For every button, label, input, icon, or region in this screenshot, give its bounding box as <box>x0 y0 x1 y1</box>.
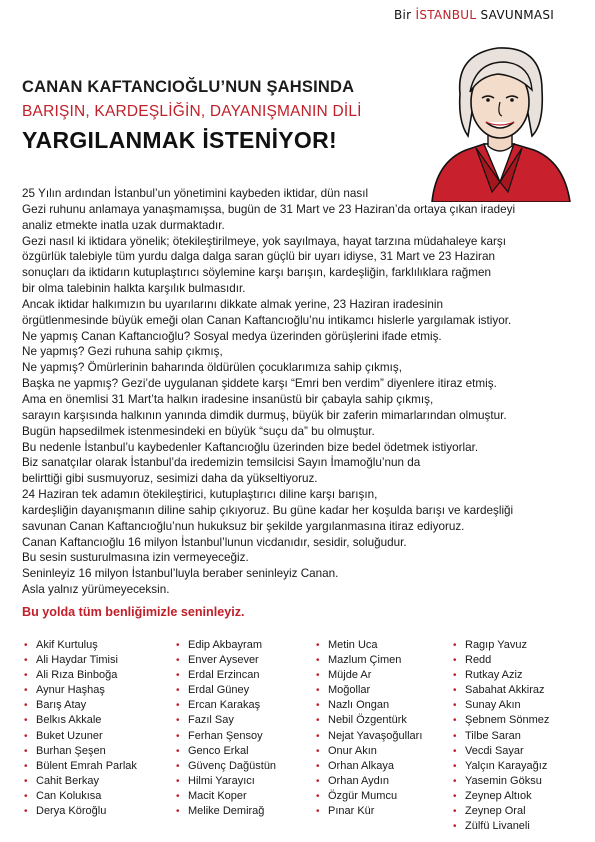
signatory-name: • Mazlum Çimen <box>316 653 422 668</box>
closing-line: Bu yolda tüm benliğimizle seninleyiz. <box>22 605 245 619</box>
signatories-column <box>453 638 549 834</box>
signatory-name: • Burhan Şeşen <box>24 744 137 759</box>
body-line: 24 Haziran tek adamın ötekileştirici, kutuplaştırıcı diline karşı barışın, <box>22 488 378 502</box>
signatory-name: • Tilbe Saran <box>453 729 549 744</box>
signatory-name: • Edip Akbayram <box>176 638 276 653</box>
signatory-name: • Onur Akın <box>316 744 422 759</box>
signatory-name: • Akif Kurtuluş <box>24 638 137 653</box>
signatory-name: • Belkıs Akkale <box>24 713 137 728</box>
signatories-column <box>176 638 276 819</box>
body-line: Ama en önemlisi 31 Mart’ta halkın iradesine insanüstü bir çabayla sahip çıkmış, <box>22 392 434 406</box>
signatory-name: • Nazlı Ongan <box>316 698 422 713</box>
body-line: Ne yapmış Canan Kaftancıoğlu? Sosyal medya üzerinden görüşlerini ifade etmiş. <box>22 329 442 343</box>
signatory-name: • Fazıl Say <box>176 713 276 728</box>
signatory-name: • Melike Demirağ <box>176 804 276 819</box>
signatory-name: • Nejat Yavaşoğulları <box>316 729 422 744</box>
signatory-name: • Şebnem Sönmez <box>453 713 549 728</box>
signatory-name: • Yasemin Göksu <box>453 774 549 789</box>
signatory-name: • Erdal Erzincan <box>176 668 276 683</box>
body-line: Gezi nasıl ki iktidara yönelik; ötekileştirilmeye, yok sayılmaya, hayat tarzına müdahaleye karşı <box>22 234 506 248</box>
woman-portrait-icon <box>414 32 584 202</box>
signatory-name: • Müjde Ar <box>316 668 422 683</box>
signatory-name: • Özgür Mumcu <box>316 789 422 804</box>
body-line: Ne yapmış? Ömürlerinin baharında öldürülen çocuklarımıza sahip çıkmış, <box>22 361 403 375</box>
body-line: belirttiği gibi susmuyoruz, sesimizi daha da yükseltiyoruz. <box>22 472 318 486</box>
signatory-name: • Hilmi Yarayıcı <box>176 774 276 789</box>
brand-prefix: Bir <box>394 8 416 22</box>
body-line: Başka ne yapmış? Gezi’de uygulanan şiddete karşı “Emri ben verdim” diyenlere itiraz etmiş. <box>22 377 497 391</box>
body-line: 25 Yılın ardından İstanbul’un yönetimini kaybeden iktidar, dün nasıl <box>22 187 369 200</box>
body-line: özgürlük talebiyle tüm yurdu dalga dalga saran güçlü bir uyarı idiyse, 31 Mart ve 23 Haziran <box>22 250 495 264</box>
signatory-name: • Macit Koper <box>176 789 276 804</box>
signatory-name: • Zeynep Altıok <box>453 789 549 804</box>
signatory-name: • Derya Köroğlu <box>24 804 137 819</box>
signatory-name: • Ragıp Yavuz <box>453 638 549 653</box>
body-line: Biz sanatçılar olarak İstanbul’da iredemizin temsilcisi Sayın İmamoğlu’nun da <box>22 456 421 470</box>
signatory-name: • Enver Aysever <box>176 653 276 668</box>
signatory-name: • Can Kolukısa <box>24 789 137 804</box>
signatory-name: • Ali Haydar Timisi <box>24 653 137 668</box>
signatory-name: • Sunay Akın <box>453 698 549 713</box>
signatory-name: • Ercan Karakaş <box>176 698 276 713</box>
signatory-name: • Nebil Özgentürk <box>316 713 422 728</box>
statement-body <box>22 186 582 598</box>
signatory-name: • Buket Uzuner <box>24 729 137 744</box>
brand-suffix: SAVUNMASI <box>476 8 555 22</box>
signatory-name: • Ali Rıza Binboğa <box>24 668 137 683</box>
body-line: Ne yapmış? Gezi ruhuna sahip çıkmış, <box>22 345 223 359</box>
body-line: Bugün hapsedilmek istenmesindeki en büyük “suçu da” bu olmuştur. <box>22 424 375 438</box>
signatory-name: • Moğollar <box>316 683 422 698</box>
body-line: örgütlenmesinde büyük emeği olan Canan Kaftancıoğlu’nu intikamcı hislerle yargılamak istiyor. <box>22 313 512 327</box>
headline <box>22 78 402 154</box>
brand-logo <box>394 8 589 22</box>
signatories-column <box>24 638 137 819</box>
headline-line-2: BARIŞIN, KARDEŞLİĞİN, DAYANIŞMANIN DİLİ <box>22 103 362 120</box>
body-line: kardeşliğin dayanışmanın diline sahip çıkıyoruz. Bu güne kadar her koşulda barışı ve kardeşliği <box>22 503 514 517</box>
body-line: Bu nedenle İstanbul’u kaybedenler Kaftancıoğlu üzerinden bize bedel ödetmek istiyorlar. <box>22 440 479 454</box>
body-line: Gezi ruhunu anlamaya yanaşmamışsa, bugün de 31 Mart ve 23 Haziran’da ortaya çıkan iradeyi <box>22 202 516 216</box>
body-line: Bu sesin susturulmasına izin vermeyeceğiz. <box>22 551 249 565</box>
signatory-name: • Barış Atay <box>24 698 137 713</box>
signatory-name: • Güvenç Dağüstün <box>176 759 276 774</box>
headline-line-3: YARGILANMAK İSTENİYOR! <box>22 127 337 153</box>
signatory-name: • Sabahat Akkiraz <box>453 683 549 698</box>
headline-line-1: CANAN KAFTANCIOĞLU’NUN ŞAHSINDA <box>22 78 355 96</box>
signatory-name: • Genco Erkal <box>176 744 276 759</box>
signatory-name: • Ferhan Şensoy <box>176 729 276 744</box>
body-line: savunan Canan Kaftancıoğlu’nun hukuksuz bir şekilde yargılanmasına itiraz ediyoruz. <box>22 519 465 533</box>
signatory-name: • Aynur Haşhaş <box>24 683 137 698</box>
signatory-name: • Orhan Alkaya <box>316 759 422 774</box>
body-line: Seninleyiz 16 milyon İstanbul’luyla beraber seninleyiz Canan. <box>22 567 339 581</box>
signatory-name: • Zülfü Livaneli <box>453 819 549 834</box>
brand-highlight: İSTANBUL <box>415 8 477 22</box>
body-line: analiz etmekte inatla uzak durmaktadır. <box>22 218 225 232</box>
signatory-name: • Zeynep Oral <box>453 804 549 819</box>
body-line: Canan Kaftancıoğlu 16 milyon İstanbul’lunun vicdanıdır, sesidir, soluğudur. <box>22 535 407 549</box>
signatory-name: • Pınar Kür <box>316 804 422 819</box>
signatory-name: • Bülent Emrah Parlak <box>24 759 137 774</box>
signatory-name: • Yalçın Karayağız <box>453 759 549 774</box>
signatory-name: • Cahit Berkay <box>24 774 137 789</box>
signatory-name: • Vecdi Sayar <box>453 744 549 759</box>
body-line: bir olma talebinin halkta karşılık bulmasıdır. <box>22 282 246 296</box>
body-line: Asla yalnız yürümeyeceksin. <box>22 583 170 597</box>
signatory-name: • Redd <box>453 653 549 668</box>
signatory-name: • Orhan Aydın <box>316 774 422 789</box>
signatories-column <box>316 638 422 819</box>
body-line: Ancak iktidar halkımızın bu uyarılarını dikkate almak yerine, 23 Haziran iradesinin <box>22 297 443 311</box>
signatory-name: • Erdal Güney <box>176 683 276 698</box>
body-line: sarayın karşısında halkının yanında dimdik durmuş, büyük bir zaferin mimarlarından olmuştur. <box>22 408 507 422</box>
body-line: sonuçları da iktidarın kutuplaştırıcı söylemine karşı barışın, kardeşliğin, farklılıklara rağmen <box>22 266 491 280</box>
signatory-name: • Metin Uca <box>316 638 422 653</box>
signatory-name: • Rutkay Aziz <box>453 668 549 683</box>
